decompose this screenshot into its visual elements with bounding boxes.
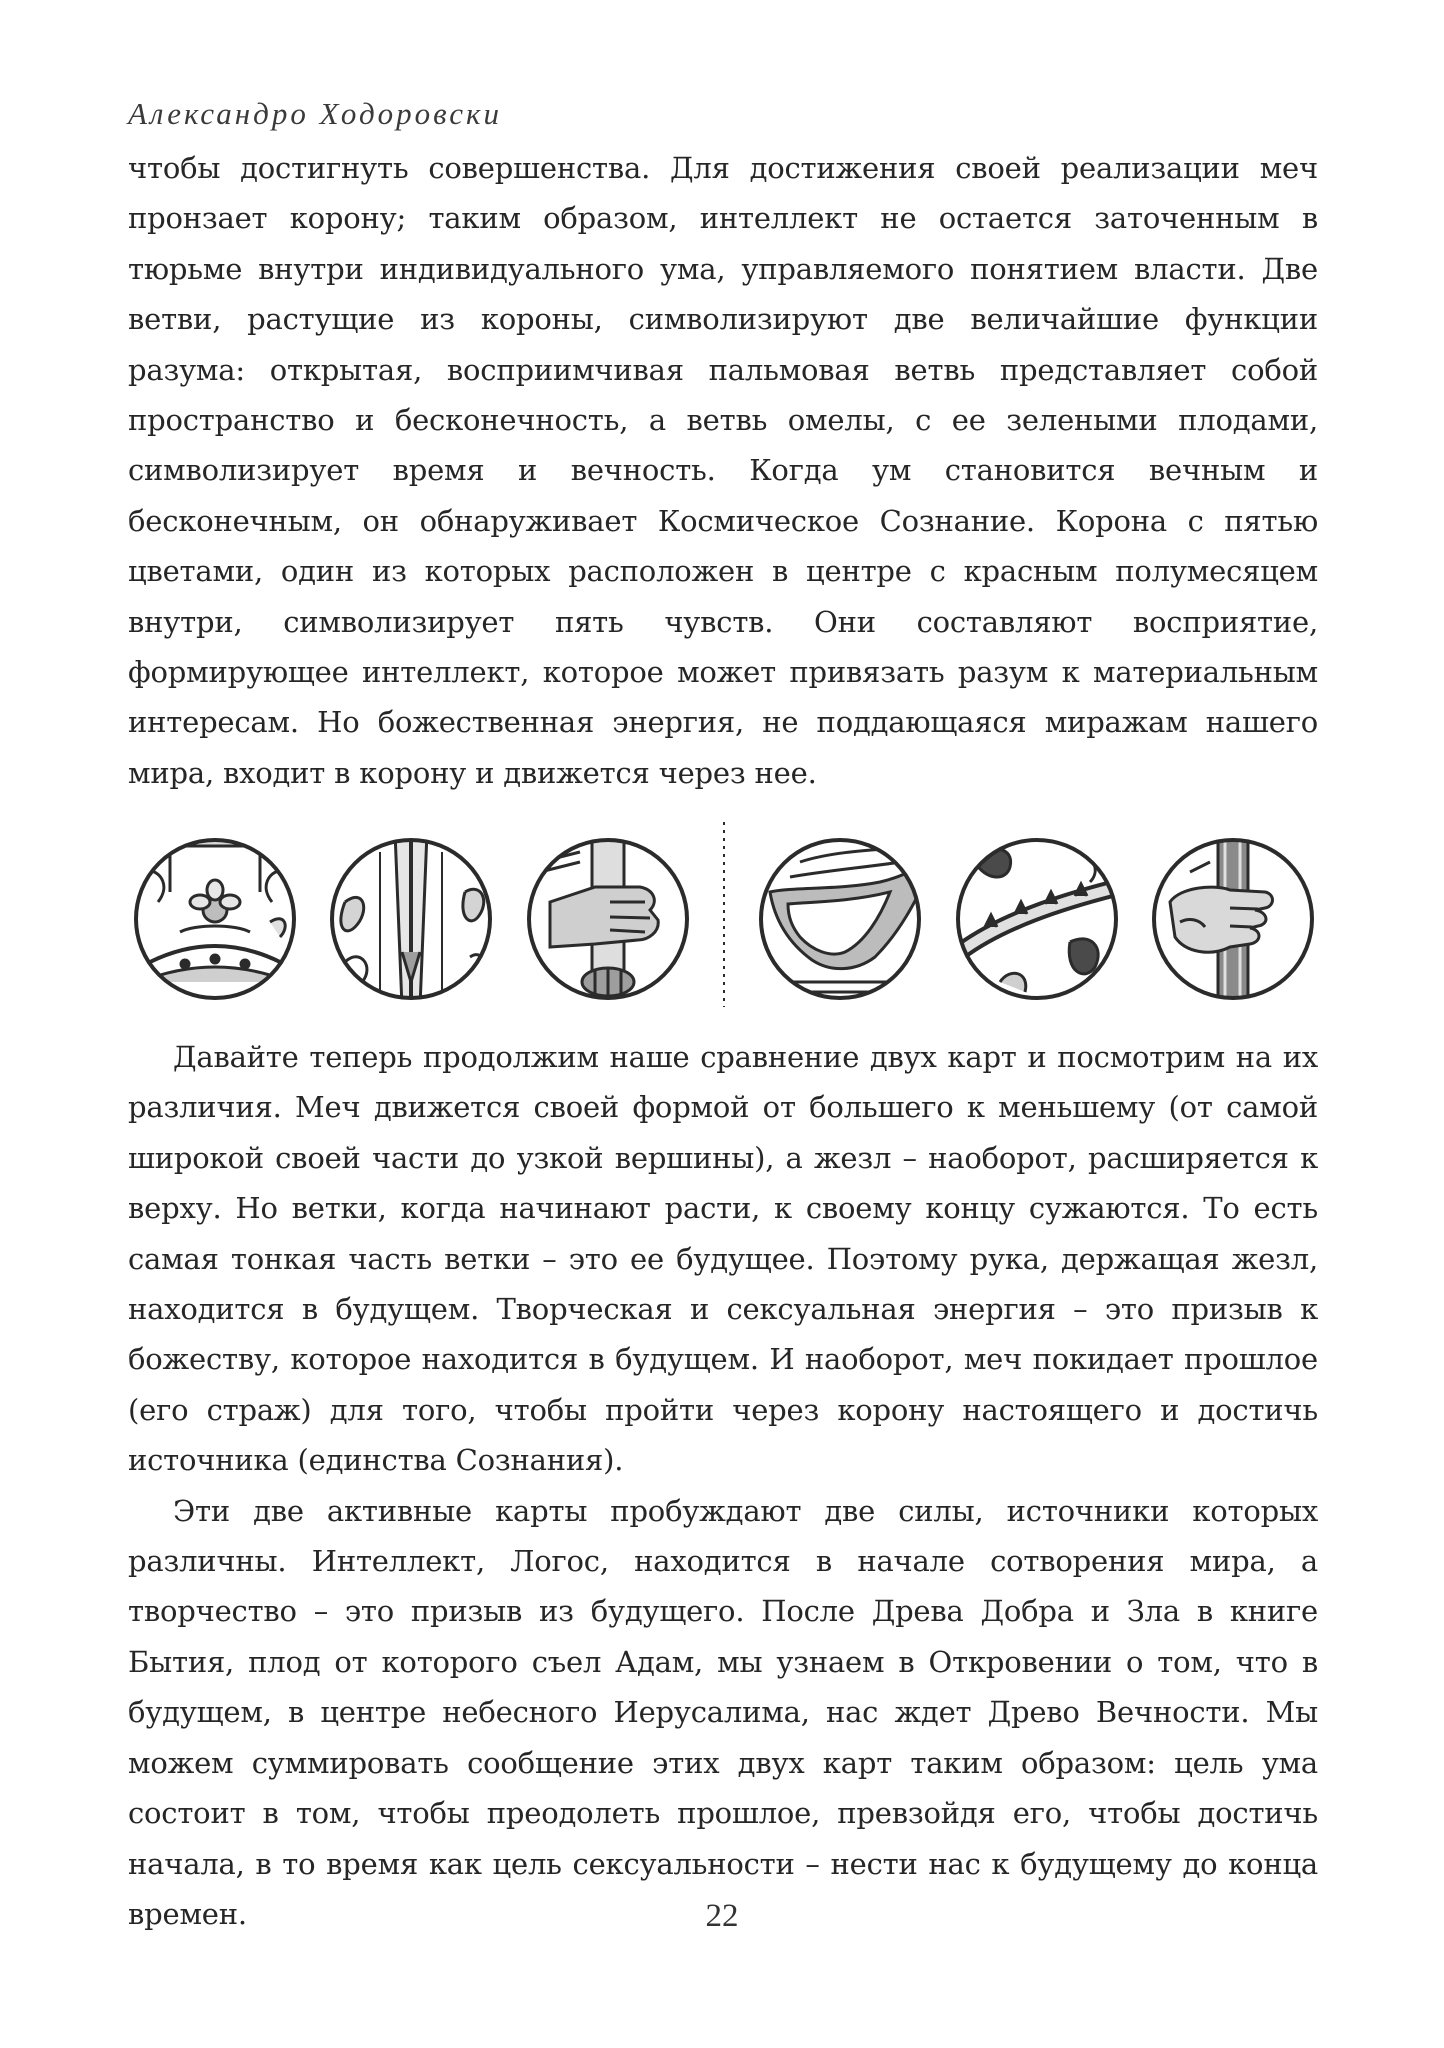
hand-holding-wand-icon <box>1154 832 1312 1007</box>
crown-detail-icon <box>130 832 300 998</box>
page-number: 22 <box>705 1898 739 1934</box>
wand-top-icon <box>761 840 930 998</box>
paragraph: чтобы достигнуть совершенства. Для достижения своей реализации меч пронзает корону; таким образом, интеллект не остается заточенным в тюрьме внутри индивидуального ума, управляемого понятием власти. Две ветви, растущие из короны, символизируют две величайшие функции разума: открытая, восприимчивая пальмовая ветвь представляет собой пространство и бесконечность, а ветвь омелы, с ее зелеными плодами, символизирует время и вечность. Когда ум становится вечным и бесконечным, он обнаруживает Космическое Сознание. Корона с пятью цветами, один из которых расположен в центре с красным полумесяцем внутри, символизирует пять чувств. Они составляют восприятие, формирующее интеллект, которое может привязать разум к материальным интересам. Но божественная энергия, не поддающаяся миражам нашего мира, входит в корону и движется через нее. <box>128 151 1318 790</box>
wand-branch-icon <box>958 840 1120 998</box>
running-head: Александро Ходоровски <box>128 96 502 131</box>
sword-blade-icon <box>332 832 490 1007</box>
text-block-top <box>128 143 1318 798</box>
text-block-bottom <box>128 1032 1318 1939</box>
paragraph: Давайте теперь продолжим наше сравнение двух карт и посмотрим на их различия. Меч движется своей формой от большего к меньшему (от самой широкой своей части до узкой вершины), а жезл – наоборот, расширяется к верху. Но ветки, когда начинают расти, к своему концу сужаются. То есть самая тонкая часть ветки – это ее будущее. Поэтому рука, держащая жезл, находится в будущем. Творческая и сексуальная энергия – это призыв к божеству, которое находится в будущем. И наоборот, меч покидает прошлое (его страж) для того, чтобы пройти через корону настоящего и достичь источника (единства Сознания). <box>128 1040 1318 1478</box>
card-detail-figures <box>140 832 1320 1007</box>
figures-svg <box>140 832 1320 1007</box>
hand-holding-sword-icon <box>529 832 687 1007</box>
paragraph: Эти две активные карты пробуждают две силы, источники которых различны. Интеллект, Логос, находится в начале сотворения мира, а творчество – это призыв из будущего. После Древа Добра и Зла в книге Бытия, плод от которого съел Адам, мы узнаем в Откровении о том, что в будущем, в центре небесного Иерусалима, нас ждет Древо Вечности. Мы можем суммировать сообщение этих двух карт таким образом: цель ума состоит в том, чтобы преодолеть прошлое, превзойдя его, чтобы достичь начала, в то время как цель сексуальности – нести нас к будущему до конца времен. <box>128 1493 1318 1931</box>
